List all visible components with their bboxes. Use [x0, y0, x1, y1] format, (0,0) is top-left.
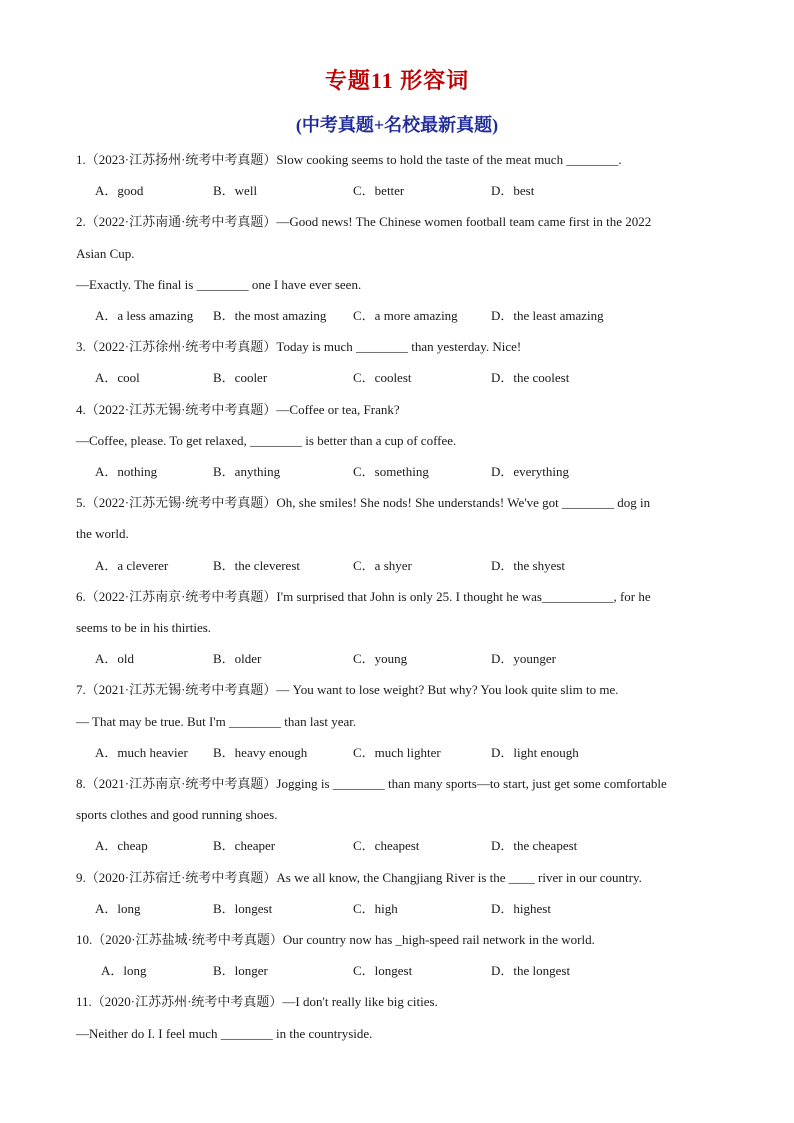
question-stem: 7.（2021·江苏无锡·统考中考真题）— You want to lose weight? But why? You look quite slim to me.: [76, 682, 619, 698]
option-a[interactable]: A．much heavier: [95, 744, 188, 760]
question-stem: 1.（2023·江苏扬州·统考中考真题）Slow cooking seems to hold the taste of the meat much ________.: [76, 152, 622, 167]
option-b[interactable]: B．cooler: [213, 370, 268, 386]
question-stem: 6.（2022·江苏南京·统考中考真题）I'm surprised that John is only 25. I thought he was___________, for he: [76, 588, 651, 604]
option-c[interactable]: C．much lighter: [353, 744, 441, 760]
option-d[interactable]: D．best: [491, 183, 535, 199]
question-stem: 2.（2022·江苏南通·统考中考真题）—Good news! The Chinese women football team came first in the 2022: [76, 214, 652, 230]
option-a[interactable]: A．good: [95, 183, 144, 199]
option-d[interactable]: D．the longest: [491, 963, 571, 979]
question-continuation: —Exactly. The final is ________ one I have ever seen.: [76, 276, 362, 292]
question-stem: 10.（2020·江苏盐城·统考中考真题）Our country now has _high-speed rail network in the world.: [76, 932, 595, 947]
option-c[interactable]: C．cheapest: [353, 838, 420, 854]
option-d[interactable]: D．the cheapest: [491, 838, 578, 854]
option-c[interactable]: C．young: [353, 651, 408, 667]
page-subtitle: (中考真题+名校最新真题): [295, 115, 499, 135]
question-stem: 5.（2022·江苏无锡·统考中考真题）Oh, she smiles! She nods! She understands! We've got ________ dog in: [76, 495, 651, 511]
option-c[interactable]: C．longest: [353, 963, 413, 979]
question-continuation: — That may be true. But I'm ________ than last year.: [76, 713, 357, 729]
option-a[interactable]: A．a cleverer: [95, 557, 169, 573]
question-continuation: Asian Cup.: [76, 245, 135, 261]
option-c[interactable]: C．coolest: [353, 370, 412, 386]
option-c[interactable]: C．a shyer: [353, 557, 412, 573]
option-b[interactable]: B．longest: [213, 900, 273, 916]
question-continuation: the world.: [76, 526, 129, 542]
page-title: 专题11 形容词: [324, 68, 470, 93]
question-stem: 11.（2020·江苏苏州·统考中考真题）—I don't really like big cities.: [76, 994, 438, 1010]
option-b[interactable]: B．cheaper: [213, 838, 276, 854]
question-continuation: —Neither do I. I feel much ________ in the countryside.: [76, 1025, 373, 1041]
option-a[interactable]: A．nothing: [95, 464, 158, 479]
question-continuation: seems to be in his thirties.: [76, 620, 212, 635]
option-b[interactable]: B．heavy enough: [213, 744, 308, 760]
option-b[interactable]: B．anything: [213, 464, 281, 479]
question-stem: 4.（2022·江苏无锡·统考中考真题）—Coffee or tea, Frank?: [76, 401, 400, 417]
option-d[interactable]: D．younger: [491, 651, 556, 667]
option-a[interactable]: A．a less amazing: [95, 308, 194, 323]
option-c[interactable]: C．better: [353, 183, 405, 199]
option-b[interactable]: B．the most amazing: [213, 308, 327, 323]
option-d[interactable]: D．the shyest: [491, 557, 566, 573]
option-b[interactable]: B．longer: [213, 963, 268, 979]
option-d[interactable]: D．light enough: [491, 744, 579, 760]
option-b[interactable]: B．the cleverest: [213, 557, 300, 573]
question-continuation: sports clothes and good running shoes.: [76, 807, 278, 823]
question-stem: 3.（2022·江苏徐州·统考中考真题）Today is much ________ than yesterday. Nice!: [76, 339, 522, 355]
option-a[interactable]: A．long: [95, 900, 141, 916]
option-a[interactable]: A．old: [95, 651, 135, 667]
option-c[interactable]: C．something: [353, 464, 429, 479]
option-a[interactable]: A．cool: [95, 370, 140, 386]
option-a[interactable]: A．cheap: [95, 838, 148, 854]
question-stem: 9.（2020·江苏宿迁·统考中考真题）As we all know, the Changjiang River is the ____ river in our country.: [76, 869, 642, 885]
option-d[interactable]: D．the coolest: [491, 370, 570, 386]
option-d[interactable]: D．the least amazing: [491, 308, 604, 323]
question-continuation: —Coffee, please. To get relaxed, ________ is better than a cup of coffee.: [76, 432, 457, 448]
option-c[interactable]: C．high: [353, 900, 398, 916]
option-b[interactable]: B．older: [213, 651, 262, 667]
question-stem: 8.（2021·江苏南京·统考中考真题）Jogging is ________ than many sports—to start, just get some comfortable: [76, 776, 667, 791]
option-d[interactable]: D．highest: [491, 900, 551, 916]
option-b[interactable]: B．well: [213, 183, 258, 199]
option-c[interactable]: C．a more amazing: [353, 308, 458, 323]
option-a[interactable]: A．long: [101, 963, 147, 979]
option-d[interactable]: D．everything: [491, 464, 569, 479]
